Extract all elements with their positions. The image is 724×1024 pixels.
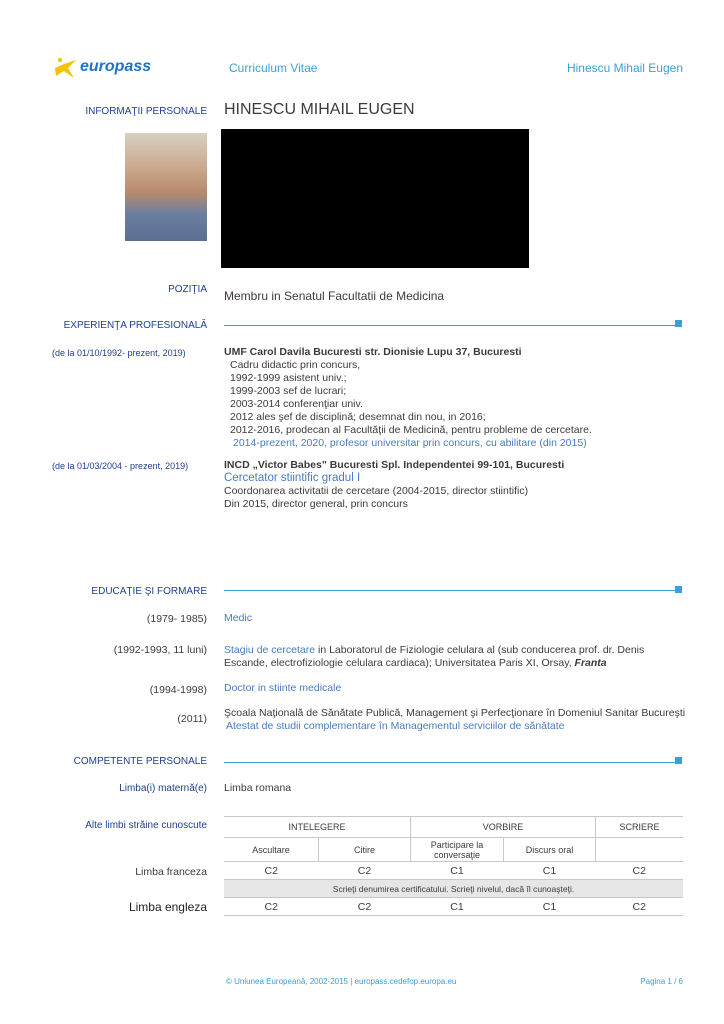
profile-photo [125,133,207,241]
edu-title: Medic [224,612,253,624]
job-line: 2012-2016, prodecan al Facultăţii de Medicină, pentru probleme de cercetare. [230,424,592,436]
edu-title: Stagiu de cercetare [224,644,316,656]
language-name: Limba franceza [135,866,207,878]
section-marker [675,320,682,327]
edu-title: Şcoala Naţională de Sănătate Publică, Management şi Perfecţionare în Domeniul Sanitar Bucureşti [224,707,686,719]
job-entry-2 [224,459,564,511]
section-marker [675,586,682,593]
experience-label: EXPERIENŢA PROFESIONALĂ [63,320,207,331]
section-marker [675,757,682,764]
job-line: 2003-2014 conferenţiar univ. [230,398,363,410]
edu-dates: (2011) [177,713,207,725]
level: C2 [224,898,319,916]
employer: INCD „Victor Babes" Bucuresti Spl. Independentei 99-101, Bucuresti [224,459,565,471]
language-row [224,898,683,916]
position-label: POZIŢIA [168,284,207,295]
level: C2 [596,898,684,916]
section-divider [224,325,676,326]
footer-copyright: © Uniunea Europeană, 2002-2015 | europass.cedefop.europa.eu [226,977,457,986]
level: C1 [411,862,504,880]
level: C2 [319,862,411,880]
sub-header: Participare la conversaţie [411,838,504,862]
job-highlight: 2014-prezent, 2020, profesor universitar prin concurs, cu abilitare (din 2015) [233,437,587,449]
edu-text: Escande, electrofiziologie celulara cardiaca); Universitatea Paris XI, Orsay, [224,657,575,669]
edu-text: in Laboratorul de Fiziologie celulara al (sub conducerea prof. dr. Denis [315,644,645,656]
other-languages-label: Alte limbi străine cunoscute [85,820,207,831]
mother-tongue-value: Limba romana [224,782,292,794]
level: C1 [504,862,596,880]
job-role: Cercetator stiintific gradul I [224,472,361,484]
language-table [224,816,683,916]
group-header: INTELEGERE [224,817,411,838]
language-name: Limba engleza [128,900,207,914]
position-value: Membru in Senatul Facultatii de Medicina [224,289,445,303]
skills-label: COMPETENTE PERSONALE [73,756,207,767]
edu-dates: (1992-1993, 11 luni) [113,644,207,656]
job-dates: (de la 01/10/1992- prezent, 2019) [52,348,186,358]
level: C1 [411,898,504,916]
personal-label: INFORMAŢII PERSONALE [85,106,207,117]
edu-dates: (1979- 1985) [146,613,207,625]
section-divider [224,762,676,763]
job-entry-1 [224,346,592,450]
level: C1 [504,898,596,916]
edu-entry [224,644,684,670]
job-line: 1999-2003 sef de lucrari; [230,385,347,397]
europass-logo: europass [52,54,151,80]
doc-title: Curriculum Vitae [229,61,318,75]
edu-dates: (1994-1998) [149,684,207,696]
level: C2 [319,898,411,916]
certificate-note: Scrieţi denumirea certificatului. Scrieţi nivelul, dacă îl cunoaşteţi. [224,880,683,898]
full-name: HINESCU MIHAIL EUGEN [224,101,415,118]
education-label: EDUCAŢIE ŞI FORMARE [91,586,207,597]
edu-title: Doctor in stiinte medicale [224,682,342,694]
employer: UMF Carol Davila Bucuresti str. Dionisie Lupu 37, Bucuresti [224,346,522,358]
edu-sub: Atestat de studii complementare în Managementul serviciilor de sănătate [226,720,565,732]
redacted-block [221,129,529,268]
job-line: Coordonarea activitatii de cercetare (2004-2015, director stiintific) [224,485,529,497]
job-line: 1992-1999 asistent univ.; [230,372,347,384]
group-header: VORBIRE [411,817,596,838]
level: C2 [224,862,319,880]
edu-country: Franta [574,657,607,669]
header-name: Hinescu Mihail Eugen [566,61,683,75]
job-line: Cadru didactic prin concurs, [230,359,361,371]
page-number: Pagina 1 / 6 [640,977,683,986]
edu-entry [224,707,685,733]
sub-header: Ascultare [224,838,319,862]
language-row [224,862,683,880]
sub-header: Citire [319,838,411,862]
job-line: 2012 ales şef de disciplină; desemnat din nou, in 2016; [230,411,486,423]
section-divider [224,590,676,591]
job-dates: (de la 01/03/2004 - prezent, 2019) [52,461,189,471]
level: C2 [596,862,684,880]
mother-tongue-label: Limba(i) maternă(e) [119,783,207,794]
sub-header: Discurs oral [504,838,596,862]
europass-star-figure-icon [52,54,80,80]
group-header: SCRIERE [596,817,684,838]
job-line: Din 2015, director general, prin concurs [224,498,408,510]
